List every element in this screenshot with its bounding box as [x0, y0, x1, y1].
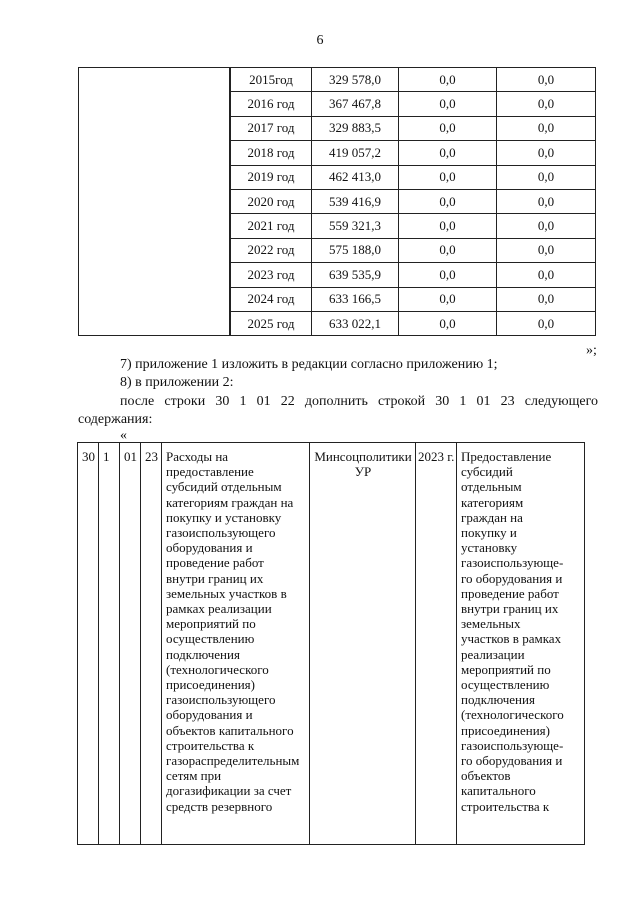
code-cell-2: 1 — [99, 443, 120, 845]
value-cell: 0,0 — [497, 263, 596, 287]
year-cell: 2024 год — [230, 287, 312, 311]
expense-name-cell — [162, 443, 310, 845]
amount-cell: 633 022,1 — [312, 311, 399, 335]
value-cell: 0,0 — [399, 287, 497, 311]
year-cell: 2017 год — [230, 116, 312, 140]
value-cell: 0,0 — [497, 189, 596, 213]
paragraph-9-line-2: содержания: — [78, 412, 153, 427]
year-cell: 2019 год — [230, 165, 312, 189]
code-cell-1: 30 — [78, 443, 99, 845]
value-cell: 0,0 — [497, 68, 596, 92]
amount-cell: 559 321,3 — [312, 214, 399, 238]
amount-cell: 633 166,5 — [312, 287, 399, 311]
executor-cell — [310, 443, 416, 845]
value-cell: 0,0 — [497, 214, 596, 238]
year-cell: 2016 год — [230, 92, 312, 116]
expense-name-text: Расходы на предоставление субсидий отдельным категориям граждан на покупку и установку газоиспользующего оборудования и проведение работ внутри границ их земельных участков в рамках реализации мероприятий по осуществлению подключения (технологического присоединения) газоиспользующего оборудования и объектов капитального строительства к газораспределительным сетям при догазификации за счет средств резервного — [166, 449, 300, 814]
description-cell — [457, 443, 585, 845]
description-text: Предоставление субсидий отдельным категориям граждан на покупку и установку газоиспользующе- го оборудования и проведение работ внутри границ их земельных участков в рамках реализации мероприятий по осуществлению подключения (технологического присоединения) газоиспользующе- го оборудования и объектов капитального строительства к — [461, 449, 564, 814]
amount-cell: 419 057,2 — [312, 141, 399, 165]
executor-text: Минсоцполитики УР — [314, 449, 412, 480]
paragraph-7: 7) приложение 1 изложить в редакции согласно приложению 1; — [120, 357, 498, 372]
paragraph-9-line-1: после строки 30 1 01 22 дополнить строкой 30 1 01 23 следующего — [120, 394, 598, 409]
amount-cell: 575 188,0 — [312, 238, 399, 262]
value-cell: 0,0 — [497, 165, 596, 189]
year-cell: 2025 год — [230, 311, 312, 335]
value-cell: 0,0 — [399, 92, 497, 116]
amount-cell: 329 883,5 — [312, 116, 399, 140]
amount-cell: 539 416,9 — [312, 189, 399, 213]
closing-quote: »; — [586, 343, 597, 358]
expense-table — [77, 442, 585, 845]
year-cell: 2018 год — [230, 141, 312, 165]
amount-cell: 639 535,9 — [312, 263, 399, 287]
page-number: 6 — [316, 33, 324, 48]
value-cell: 0,0 — [497, 92, 596, 116]
budget-row — [79, 68, 596, 92]
year-cell: 2023 год — [230, 263, 312, 287]
value-cell: 0,0 — [497, 141, 596, 165]
code-cell-3: 01 — [120, 443, 141, 845]
paragraph-8: 8) в приложении 2: — [120, 375, 234, 390]
empty-merged-cell — [79, 68, 231, 336]
year-cell: 2022 год — [230, 238, 312, 262]
value-cell: 0,0 — [399, 263, 497, 287]
expense-row — [78, 443, 585, 845]
opening-quote: « — [120, 428, 127, 443]
budget-table — [78, 67, 596, 336]
year-cell: 2023 г. — [416, 443, 457, 845]
value-cell: 0,0 — [399, 189, 497, 213]
code-cell-4: 23 — [141, 443, 162, 845]
amount-cell: 462 413,0 — [312, 165, 399, 189]
value-cell: 0,0 — [497, 238, 596, 262]
value-cell: 0,0 — [399, 238, 497, 262]
year-cell: 2015год — [230, 68, 312, 92]
amount-cell: 367 467,8 — [312, 92, 399, 116]
value-cell: 0,0 — [399, 311, 497, 335]
amount-cell: 329 578,0 — [312, 68, 399, 92]
value-cell: 0,0 — [399, 68, 497, 92]
value-cell: 0,0 — [399, 141, 497, 165]
value-cell: 0,0 — [497, 287, 596, 311]
value-cell: 0,0 — [399, 165, 497, 189]
value-cell: 0,0 — [497, 311, 596, 335]
value-cell: 0,0 — [399, 214, 497, 238]
year-cell: 2021 год — [230, 214, 312, 238]
value-cell: 0,0 — [399, 116, 497, 140]
value-cell: 0,0 — [497, 116, 596, 140]
year-cell: 2020 год — [230, 189, 312, 213]
